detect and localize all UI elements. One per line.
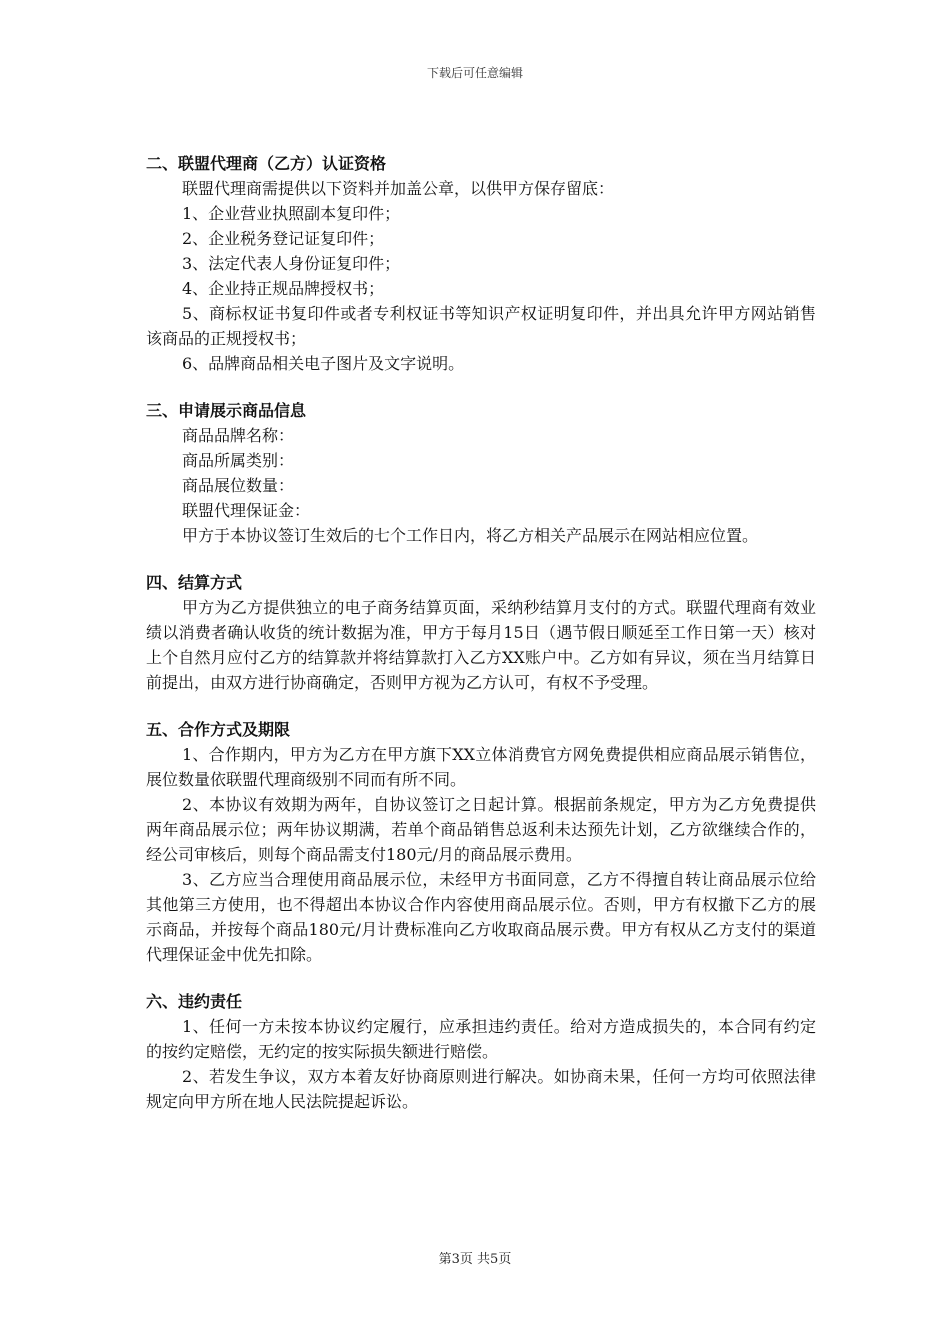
- page-header: 下载后可任意编辑: [426, 66, 523, 80]
- section-heading: 五、合作方式及期限: [146, 720, 291, 739]
- form-line: 商品品牌名称：: [182, 426, 295, 445]
- paragraph: 甲方于本协议签订生效后的七个工作日内，将乙方相关产品展示在网站相应位置。: [182, 526, 759, 545]
- paragraph: 3、乙方应当合理使用商品展示位，未经甲方书面同意，乙方不得擅自转让商品展示位给其他第三方使用，也不得超出本协议合作内容使用商品展示位。否则，甲方有权撤下乙方的展示商品，并按每个商品180元/月计费标准向乙方收取商品展示费。甲方有权从乙方支付的渠道代理保证金中优先扣除。: [146, 870, 816, 964]
- page-footer: 第3页 共5页: [438, 1252, 512, 1267]
- list-item: 2、企业税务登记证复印件；: [182, 229, 385, 248]
- paragraph: 联盟代理商需提供以下资料并加盖公章，以供甲方保存留底：: [182, 179, 615, 198]
- list-item: 6、品牌商品相关电子图片及文字说明。: [182, 354, 465, 373]
- section-cooperation-term: [146, 717, 816, 967]
- paragraph: 甲方为乙方提供独立的电子商务结算页面，采纳秒结算月支付的方式。联盟代理商有效业绩以消费者确认收货的统计数据为准，甲方于每月15日（遇节假日顺延至工作日第一天）核对上个自然月应付乙方的结算款并将结算款打入乙方XX账户中。乙方如有异议，须在当月结算日前提出，由双方进行协商确定，否则甲方视为乙方认可，有权不予受理。: [146, 598, 816, 692]
- section-liability: [146, 989, 816, 1114]
- list-item: 4、企业持正规品牌授权书；: [182, 279, 385, 298]
- form-line: 联盟代理保证金：: [182, 501, 311, 520]
- paragraph: 1、合作期内，甲方为乙方在甲方旗下XX立体消费官方网免费提供相应商品展示销售位，展位数量依联盟代理商级别不同而有所不同。: [146, 745, 816, 789]
- section-heading: 二、联盟代理商（乙方）认证资格: [146, 154, 387, 173]
- paragraph: 2、若发生争议，双方本着友好协商原则进行解决。如协商未果，任何一方均可依照法律规定向甲方所在地人民法院提起诉讼。: [146, 1067, 816, 1111]
- form-line: 商品所属类别：: [182, 451, 295, 470]
- section-heading: 六、违约责任: [146, 992, 243, 1011]
- section-heading: 三、申请展示商品信息: [146, 401, 307, 420]
- form-line: 商品展位数量：: [182, 476, 295, 495]
- section-qualification: [146, 151, 816, 376]
- section-heading: 四、结算方式: [146, 573, 243, 592]
- paragraph: 2、本协议有效期为两年，自协议签订之日起计算。根据前条规定，甲方为乙方免费提供两年商品展示位；两年协议期满，若单个商品销售总返利未达预先计划，乙方欲继续合作的，经公司审核后，则每个商品需支付180元/月的商品展示费用。: [146, 795, 816, 864]
- section-product-info: [146, 398, 816, 548]
- list-item: 3、法定代表人身份证复印件；: [182, 254, 401, 273]
- paragraph: 1、任何一方未按本协议约定履行，应承担违约责任。给对方造成损失的，本合同有约定的按约定赔偿，无约定的按实际损失额进行赔偿。: [146, 1017, 816, 1061]
- list-item: 5、商标权证书复印件或者专利权证书等知识产权证明复印件，并出具允许甲方网站销售该商品的正规授权书；: [146, 304, 816, 348]
- list-item: 1、企业营业执照副本复印件；: [182, 204, 401, 223]
- document-body: [146, 151, 816, 1136]
- section-settlement: [146, 570, 816, 695]
